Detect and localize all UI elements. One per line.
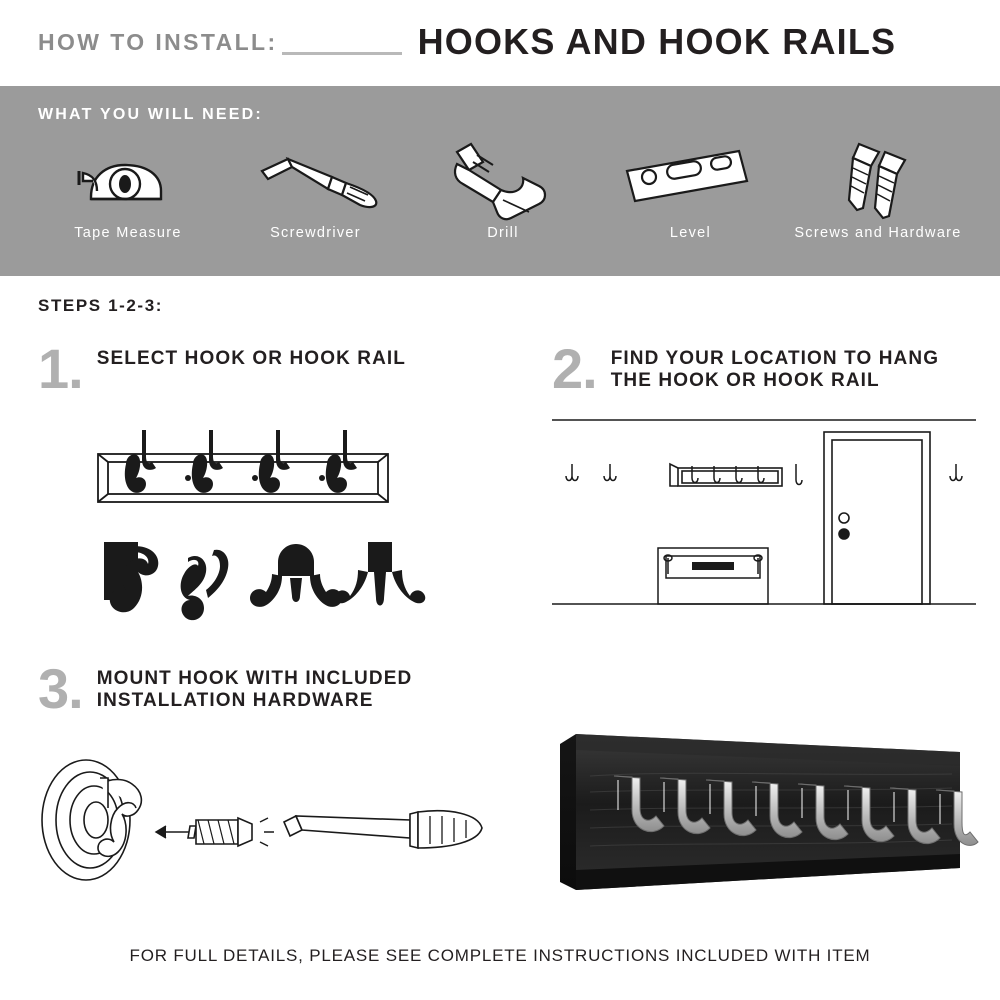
screws-icon [788, 138, 968, 222]
header-pre-title: HOW TO INSTALL: [38, 28, 278, 55]
step-3-heading: MOUNT HOOK WITH INCLUDED INSTALLATION HARDWARE [96, 668, 413, 712]
hook-rail-and-hooks-illustration [38, 412, 518, 652]
tool-label: Screws and Hardware [794, 225, 962, 241]
tape-measure-icon [38, 138, 218, 222]
tool-label: Screwdriver [270, 225, 361, 241]
step-1-heading: SELECT HOOK OR HOOK RAIL [96, 348, 406, 369]
header [0, 0, 1000, 84]
tool-item-drill [413, 138, 593, 242]
what-you-need-title: WHAT YOU WILL NEED: [38, 106, 263, 123]
wall-location-illustration [552, 408, 972, 618]
step-2 [552, 337, 972, 618]
step-3-number: 3. [38, 657, 83, 720]
tool-item-screws [788, 138, 968, 242]
footer-note: FOR FULL DETAILS, PLEASE SEE COMPLETE INSTRUCTIONS INCLUDED WITH ITEM [129, 946, 871, 965]
steps-label: STEPS 1-2-3: [38, 296, 164, 315]
what-you-need-band [0, 86, 1000, 276]
tool-label: Tape Measure [74, 225, 182, 241]
step-2-heading: FIND YOUR LOCATION TO HANG THE HOOK OR HOOK RAIL [610, 348, 940, 392]
step-2-number: 2. [552, 337, 597, 400]
tool-item-level [601, 138, 781, 242]
screwdriver-icon [226, 138, 406, 222]
tool-label: Level [669, 225, 712, 241]
level-icon [601, 138, 781, 222]
step-1 [38, 337, 518, 652]
tool-list [38, 138, 968, 268]
hook-screw-screwdriver-illustration [38, 738, 508, 908]
tool-label: Drill [487, 225, 519, 241]
black-and-satin-nickel-hook-rail-photo [540, 718, 980, 908]
drill-icon [413, 138, 593, 222]
step-1-number: 1. [38, 337, 83, 400]
tool-item-tape-measure [38, 138, 218, 242]
page-title: HOOKS AND HOOK RAILS [417, 21, 897, 62]
tool-item-screwdriver [226, 138, 406, 242]
header-divider-rule [282, 52, 402, 55]
step-3 [38, 657, 508, 908]
